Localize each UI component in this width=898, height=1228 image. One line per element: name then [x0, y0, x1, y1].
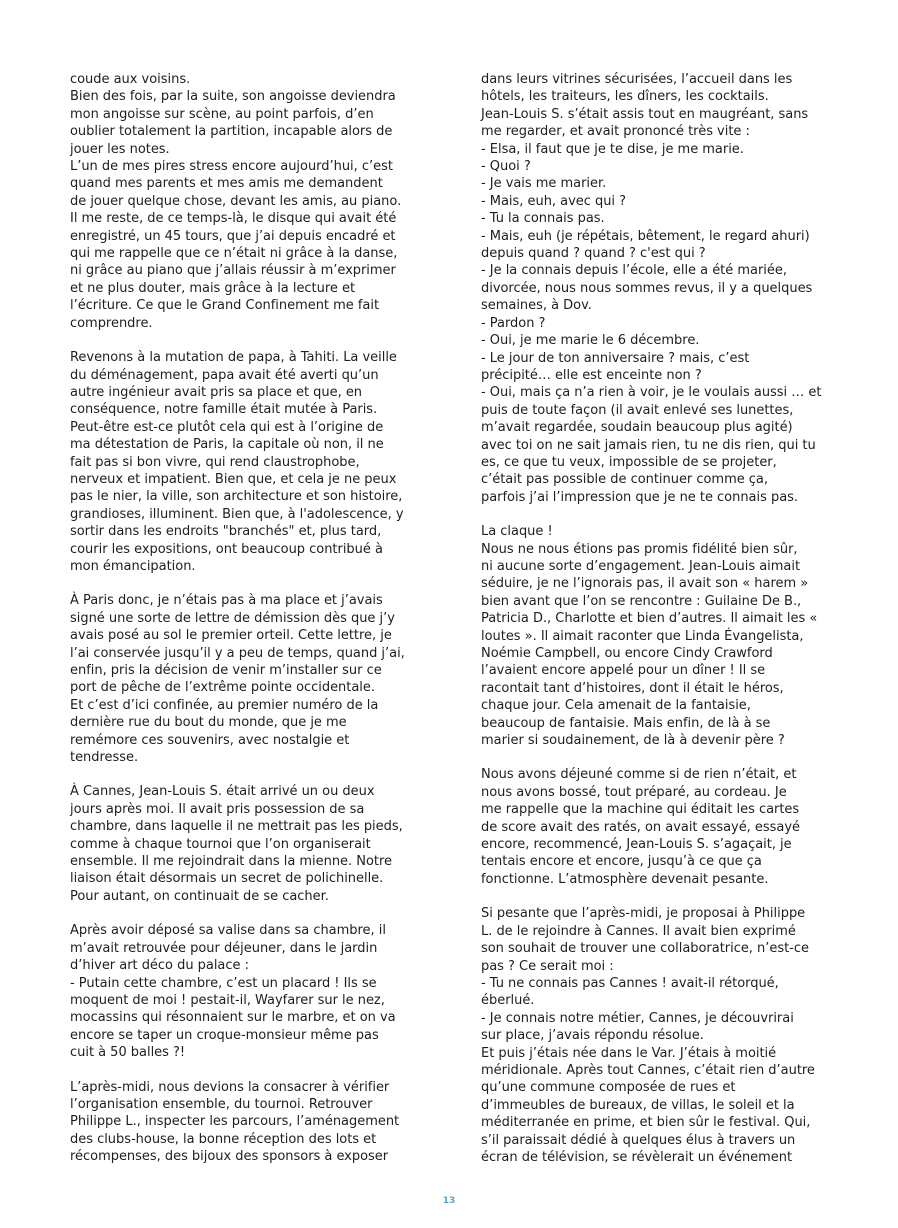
text-line: quand mes parents et mes amis me demandent	[70, 176, 383, 192]
text-line: m’avait regardée, soudain beaucoup plus agité)	[481, 420, 793, 436]
text-line: Et c’est d’ici confinée, au premier numéro de la	[70, 697, 379, 713]
text-line: fait pas si bon vivre, qui rend claustrophobe,	[70, 454, 360, 470]
text-line: Si pesante que l’après-midi, je proposai à Philippe	[481, 906, 806, 922]
text-line: Bien des fois, par la suite, son angoisse deviendra	[70, 89, 396, 105]
text-line: Philippe L., inspecter les parcours, l’aménagement	[70, 1114, 400, 1130]
paragraph	[70, 71, 410, 332]
text-line: ensemble. Il me rejoindrait dans la mienne. Notre	[70, 854, 392, 870]
text-line: récompenses, des bijoux des sponsors à exposer	[70, 1149, 389, 1165]
text-line: es, ce que tu veux, impossible de se projeter,	[481, 454, 777, 470]
text-line: tendresse.	[70, 750, 139, 766]
text-line: liaison était désormais un secret de polichinelle.	[70, 871, 384, 887]
text-line: - Mais, euh (je répétais, bêtement, le regard ahuri)	[481, 228, 810, 244]
paragraph	[70, 922, 410, 1061]
text-line: autre ingénieur avait pris sa place et que, en	[70, 384, 363, 400]
text-line: et ne plus douter, mais grâce à la lecture et	[70, 280, 356, 296]
text-line: méridionale. Après tout Cannes, c’était rien d’autre	[481, 1062, 815, 1078]
text-line: l’organisation ensemble, du tournoi. Retrouver	[70, 1096, 373, 1112]
text-line: écran de télévision, se révèlerait un événement	[481, 1149, 793, 1165]
text-line: ni grâce au piano que j’allais réussir à m’exprimer	[70, 263, 396, 279]
text-line: avais posé au sol le premier orteil. Cette lettre, je	[70, 628, 392, 644]
text-line: Nous ne nous étions pas promis fidélité bien sûr,	[481, 541, 798, 557]
text-line: - Oui, mais ça n’a rien à voir, je le voulais aussi … et	[481, 385, 822, 401]
text-line: marier si soudainement, de là à devenir père ?	[481, 733, 785, 749]
text-line: Noémie Campbell, ou encore Cindy Crawford	[481, 646, 773, 661]
text-line: depuis quand ? quand ? c'est qui ?	[481, 246, 706, 262]
text-line: méditerranée en prime, et bien sûr le festival. Qui,	[481, 1115, 811, 1131]
text-line: fonctionne. L’atmosphère devenait pesante.	[481, 871, 769, 887]
text-line: L. de le rejoindre à Cannes. Il avait bien exprimé	[481, 923, 796, 939]
text-line: des clubs-house, la bonne réception des lots et	[70, 1131, 377, 1147]
text-line: jours après moi. Il avait pris possession de sa	[70, 801, 365, 817]
text-line: l’écriture. Ce que le Grand Confinement me fait	[70, 298, 380, 314]
text-line: Et puis j’étais née dans le Var. J’étais à moitié	[481, 1045, 777, 1061]
text-line: signé une sorte de lettre de démission dès que j’y	[70, 610, 395, 626]
text-line: Jean-Louis S. s’était assis tout en maugréant, sans	[481, 106, 809, 122]
text-line: puis de toute façon (il avait enlevé ses lunettes,	[481, 402, 794, 418]
text-line: du déménagement, papa avait été averti qu’un	[70, 367, 379, 383]
text-line: Après avoir déposé sa valise dans sa chambre, il	[70, 923, 386, 939]
text-line: c’était pas possible de continuer comme ça,	[481, 472, 768, 488]
text-line: conséquence, notre famille était mutée à Paris.	[70, 402, 378, 418]
text-line: tentais encore et encore, jusqu’à ce que ça	[481, 854, 762, 870]
text-line: bien avant que l’on se rencontre : Guilaine De B.,	[481, 593, 802, 609]
paragraph	[481, 71, 821, 506]
text-line: - Putain cette chambre, c’est un placard ! Ils se	[70, 975, 377, 991]
text-line: À Cannes, Jean-Louis S. était arrivé un ou deux	[70, 784, 375, 800]
text-line: parfois j’ai l’impression que je ne te connais pas.	[481, 489, 799, 505]
paragraph	[70, 592, 410, 766]
text-line: port de pêche de l’extrême pointe occidentale.	[70, 680, 375, 696]
text-line: grandioses, illuminent. Bien que, à l'adolescence, y	[70, 506, 404, 522]
text-line: séduire, je ne l’ignorais pas, il avait son « harem »	[481, 576, 809, 592]
text-line: dans leurs vitrines sécurisées, l’accueil dans les	[481, 72, 793, 87]
text-line: courir les expositions, ont beaucoup contribué à	[70, 541, 383, 557]
text-line: comprendre.	[70, 315, 153, 331]
text-line: semaines, à Dov.	[481, 298, 592, 314]
text-line: avec toi on ne sait jamais rien, tu ne dis rien, qui tu	[481, 437, 816, 453]
text-line: enregistré, un 45 tours, que j’ai depuis encadré et	[70, 228, 396, 244]
text-line: mon émancipation.	[70, 558, 196, 574]
paragraph	[70, 783, 410, 905]
text-line: nous avons bossé, tout préparé, au cordeau. Je	[481, 784, 787, 800]
text-line: sur place, j’avais répondu résolue.	[481, 1028, 704, 1044]
text-line: comme à chaque tournoi que l’on organiserait	[70, 836, 371, 852]
text-line: chambre, dans laquelle il ne mettrait pas les pieds,	[70, 819, 403, 835]
text-line: me rappelle que la machine qui éditait les cartes	[481, 802, 800, 818]
text-line: éberlué.	[481, 993, 535, 1009]
text-line: hôtels, les traiteurs, les dîners, les cocktails.	[481, 89, 769, 105]
text-line: l’avaient encore appelé pour un dîner ! Il se	[481, 663, 766, 679]
text-line: de jouer quelque chose, devant les amis, au piano.	[70, 193, 402, 209]
text-line: qui me rappelle que ce n’était ni grâce à la danse,	[70, 246, 398, 262]
text-line: - Mais, euh, avec qui ?	[481, 193, 627, 209]
text-line: qu’une commune composée de rues et	[481, 1080, 736, 1096]
text-line: jouer les notes.	[70, 141, 170, 157]
text-line: m’avait retrouvée pour déjeuner, dans le jardin	[70, 940, 378, 956]
text-line: mocassins qui résonnaient sur le marbre, et on va	[70, 1010, 396, 1026]
text-line: me regarder, et avait prononcé très vite :	[481, 124, 750, 140]
text-line: - Tu ne connais pas Cannes ! avait-il rétorqué,	[481, 975, 779, 991]
text-line: pas le nier, la ville, son architecture et son histoire,	[70, 489, 403, 505]
text-line: - Je la connais depuis l’école, elle a été mariée,	[481, 263, 787, 279]
text-line: encore se taper un croque-monsieur même pas	[70, 1027, 379, 1043]
paragraph	[70, 349, 410, 575]
text-line: ma détestation de Paris, la capitale où non, il ne	[70, 437, 384, 453]
text-line: enfin, pris la décision de venir m’installer sur ce	[70, 663, 382, 678]
text-line: cuit à 50 balles ?!	[70, 1045, 186, 1061]
text-line: Peut-être est-ce plutôt cela qui est à l’origine de	[70, 419, 384, 435]
text-line: - Oui, je me marie le 6 décembre.	[481, 333, 700, 349]
text-line: - Pardon ?	[481, 315, 546, 331]
text-line: l’ai conservée jusqu’il y a peu de temps, quand j’ai,	[70, 645, 405, 661]
text-line: coude aux voisins.	[70, 72, 191, 87]
text-line: loutes ». Il aimait raconter que Linda Évangelista,	[481, 628, 804, 644]
text-line: Pour autant, on continuait de se cacher.	[70, 888, 329, 904]
text-line: Nous avons déjeuné comme si de rien n’était, et	[481, 767, 797, 783]
text-line: - Je connais notre métier, Cannes, je découvrirai	[481, 1010, 794, 1026]
text-line: Patricia D., Charlotte et bien d’autres. Il aimait les «	[481, 611, 818, 627]
left-column	[70, 71, 410, 1183]
text-line: nerveux et impatient. Bien que, et cela je ne peux	[70, 471, 397, 487]
text-line: encore, recommencé, Jean-Louis S. s’agaçait, je	[481, 837, 792, 853]
text-line: - Quoi ?	[481, 159, 531, 175]
text-line: Revenons à la mutation de papa, à Tahiti. La veille	[70, 350, 397, 366]
text-line: racontait tant d’histoires, dont il était le héros,	[481, 680, 784, 696]
page-number: 13	[442, 1196, 456, 1206]
text-line: oublier totalement la partition, incapable alors de	[70, 124, 393, 140]
paragraph	[481, 905, 821, 1166]
text-line: moquent de moi ! pestait-il, Wayfarer sur le nez,	[70, 992, 385, 1008]
paragraph	[481, 523, 821, 749]
paragraph	[481, 766, 821, 888]
text-line: L’après-midi, nous devions la consacrer à vérifier	[70, 1079, 390, 1095]
text-line: pas ? Ce serait moi :	[481, 958, 614, 974]
text-line: divorcée, nous nous sommes revus, il y a quelques	[481, 280, 813, 296]
text-line: précipité… elle est enceinte non ?	[481, 367, 702, 383]
text-line: chaque jour. Cela amenait de la fantaisie,	[481, 698, 751, 714]
text-line: d’hiver art déco du palace :	[70, 958, 249, 974]
text-line: Il me reste, de ce temps-là, le disque qui avait été	[70, 211, 397, 227]
text-line: - Tu la connais pas.	[481, 211, 605, 227]
text-line: dernière rue du bout du monde, que je me	[70, 715, 347, 731]
text-line: de score avait des ratés, on avait essayé, essayé	[481, 819, 800, 835]
text-line: sortir dans les endroits "branchés" et, plus tard,	[70, 524, 382, 540]
text-line: d’immeubles de bureaux, de villas, le soleil et la	[481, 1097, 795, 1113]
text-line: s’il paraissait dédié à quelques élus à travers un	[481, 1132, 796, 1148]
text-line: son souhait de trouver une collaboratrice, n’est-ce	[481, 941, 809, 957]
paragraph	[70, 1079, 410, 1166]
text-line: À Paris donc, je n’étais pas à ma place et j’avais	[70, 593, 383, 609]
text-line: La claque !	[481, 524, 553, 540]
text-line: - Le jour de ton anniversaire ? mais, c’est	[481, 350, 750, 366]
text-line: - Je vais me marier.	[481, 176, 607, 192]
right-column	[481, 71, 821, 1183]
text-line: mon angoisse sur scène, au point parfois, d’en	[70, 106, 374, 122]
text-line: remémore ces souvenirs, avec nostalgie et	[70, 732, 350, 748]
text-line: ni aucune sorte d’engagement. Jean-Louis aimait	[481, 558, 801, 574]
text-line: beaucoup de fantaisie. Mais enfin, de là à se	[481, 715, 771, 731]
text-line: L’un de mes pires stress encore aujourd’hui, c’est	[70, 159, 393, 175]
text-line: - Elsa, il faut que je te dise, je me marie.	[481, 141, 744, 157]
